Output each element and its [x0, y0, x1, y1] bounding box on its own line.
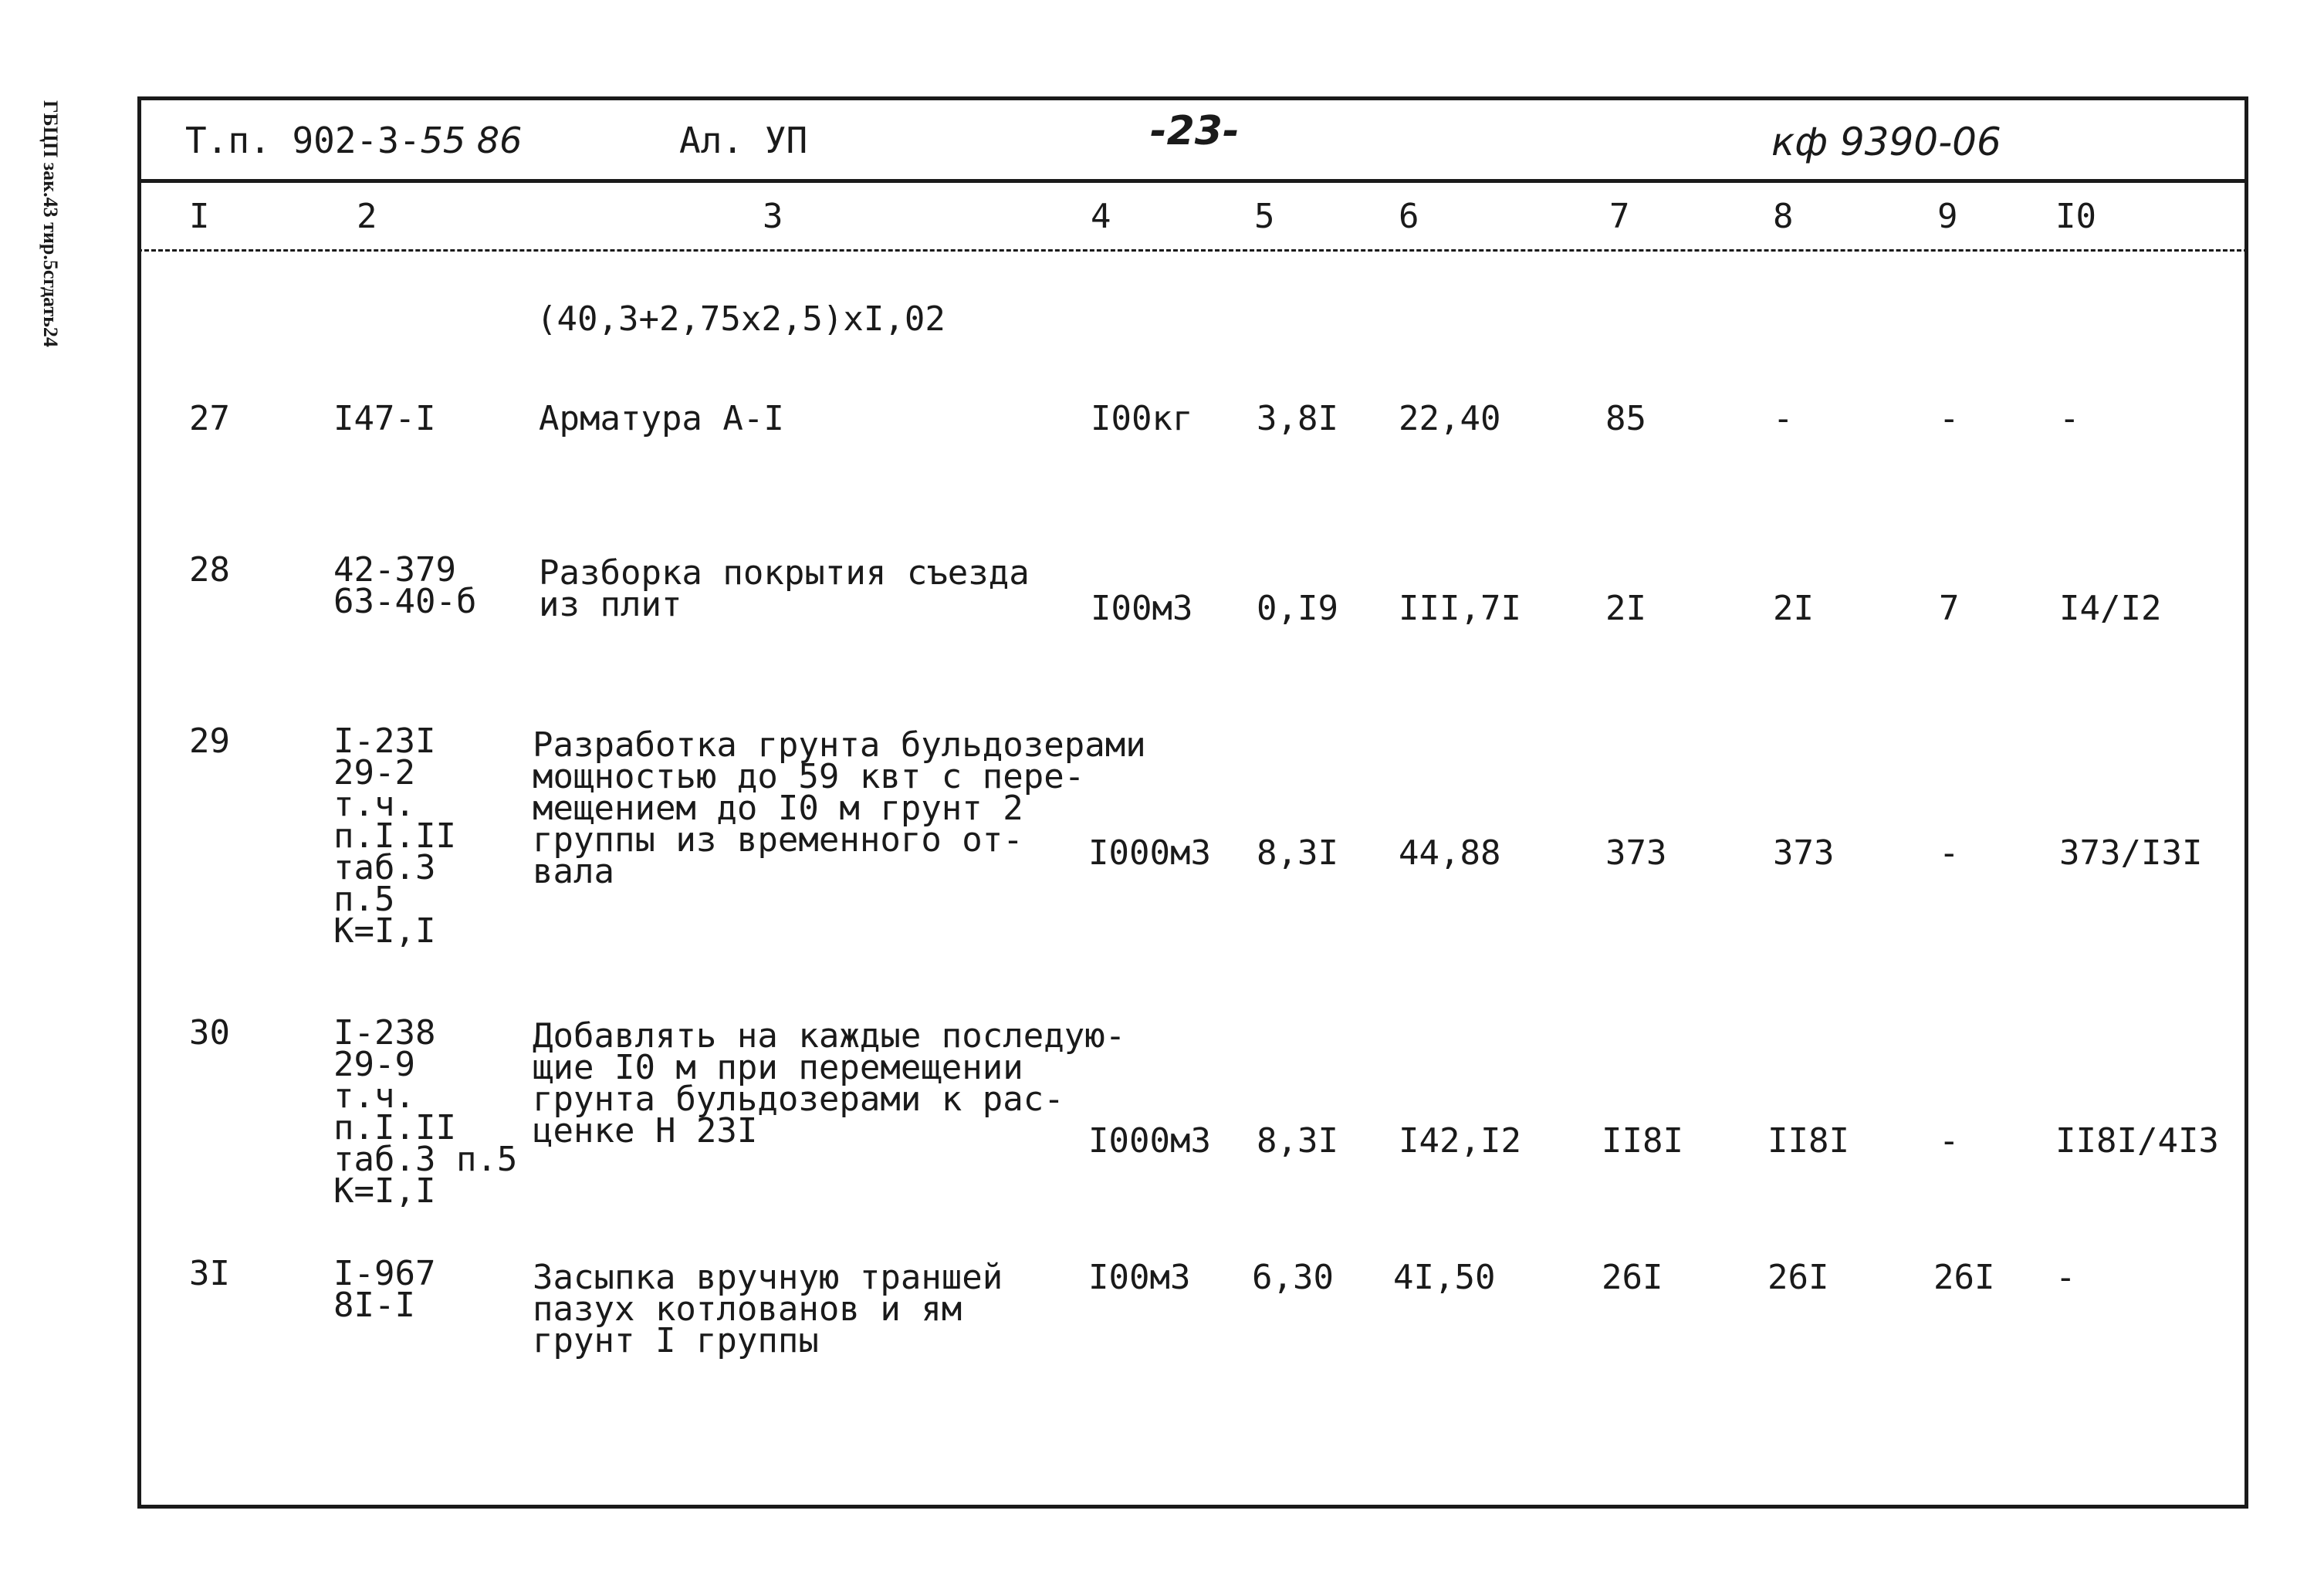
col-header-5: 5 — [1254, 197, 1275, 236]
row-27-col8: - — [1773, 399, 1794, 438]
project-number-printed: Т.п. 902-3- — [185, 120, 421, 161]
row-30-col9: - — [1939, 1121, 1960, 1161]
row-27-col9: - — [1939, 399, 1960, 438]
col-header-2: 2 — [357, 197, 377, 236]
row-27-unit: I00кг — [1091, 399, 1193, 438]
row-29-qty: 8,3I — [1257, 833, 1338, 873]
row-28-unit: I00м3 — [1091, 589, 1193, 628]
row-28-name: Разборка покрытия съезда из плит — [539, 553, 1030, 624]
row-29-price: 44,88 — [1399, 833, 1501, 873]
row-27-name: Арматура А-I — [539, 399, 784, 438]
col-header-3: 3 — [763, 197, 783, 236]
col-header-7: 7 — [1609, 197, 1630, 236]
project-number — [185, 120, 522, 161]
row-29-col10: 373/I3I — [2059, 833, 2203, 873]
row-27-number: 27 — [189, 399, 230, 438]
row-27-price: 22,40 — [1399, 399, 1501, 438]
row-31-number: 3I — [189, 1254, 230, 1293]
row-28-col8: 2I — [1773, 589, 1814, 628]
row-28-qty: 0,I9 — [1257, 589, 1338, 628]
col-header-4: 4 — [1091, 197, 1111, 236]
column-header-divider — [137, 249, 2248, 252]
col-header-6: 6 — [1399, 197, 1419, 236]
row-27-qty: 3,8I — [1257, 399, 1338, 438]
row-31-price: 4I,50 — [1393, 1258, 1496, 1297]
document-code: кф 9390-06 — [1771, 120, 2001, 164]
col-header-10: I0 — [2055, 197, 2096, 236]
row-29-col7: 373 — [1605, 833, 1667, 873]
formula-line: (40,3+2,75х2,5)хI,02 — [536, 299, 945, 339]
row-30-col10: II8I/4I3 — [2055, 1121, 2219, 1161]
row-30-col7: II8I — [1602, 1121, 1683, 1161]
header-divider — [137, 179, 2248, 183]
row-29-number: 29 — [189, 721, 230, 761]
row-31-col7: 26I — [1602, 1258, 1663, 1297]
page-number: -23- — [1150, 108, 1240, 154]
row-28-code: 42-379 63-40-б — [333, 550, 477, 621]
row-28-number: 28 — [189, 550, 230, 590]
row-28-price: III,7I — [1399, 589, 1521, 628]
row-31-qty: 6,30 — [1252, 1258, 1334, 1297]
row-29-code: I-23I 29-2 т.ч. п.I.II таб.3 п.5 К=I,I — [333, 721, 456, 951]
row-30-qty: 8,3I — [1257, 1121, 1338, 1161]
row-31-code: I-967 8I-I — [333, 1254, 436, 1325]
col-header-8: 8 — [1773, 197, 1794, 236]
row-30-price: I42,I2 — [1399, 1121, 1521, 1161]
row-27-code: I47-I — [333, 399, 436, 438]
row-27-col10: - — [2059, 399, 2080, 438]
row-30-col8: II8I — [1768, 1121, 1849, 1161]
row-31-col9: 26I — [1933, 1258, 1995, 1297]
row-30-unit: I000м3 — [1088, 1121, 1211, 1161]
row-29-col9: - — [1939, 833, 1960, 873]
col-header-1: I — [189, 197, 210, 236]
row-29-unit: I000м3 — [1088, 833, 1211, 873]
side-stamp — [31, 100, 93, 502]
row-28-col9: 7 — [1939, 589, 1960, 628]
side-stamp-text: ГБЦП зак.43 тир.5сгдать24 — [39, 100, 62, 347]
row-31-col8: 26I — [1768, 1258, 1829, 1297]
row-30-number: 30 — [189, 1013, 230, 1053]
row-30-name: Добавлять на каждые последую- щие I0 м при перемещении грунта бульдозерами к рас- ценке Н 23I — [533, 1016, 1126, 1151]
row-28-col7: 2I — [1605, 589, 1646, 628]
row-29-name: Разработка грунта бульдозерами мощностью до 59 квт с пере- мещением до I0 м грунт 2 группы из временного от- вала — [533, 725, 1146, 891]
project-number-handwritten: 55 86 — [420, 120, 523, 161]
row-28-col10: I4/I2 — [2059, 589, 2162, 628]
row-31-unit: I00м3 — [1088, 1258, 1191, 1297]
row-31-name: Засыпка вручную траншей пазух котлованов и ям грунт I группы — [533, 1258, 1003, 1360]
album-number: Ал. УП — [679, 120, 808, 161]
row-29-col8: 373 — [1773, 833, 1835, 873]
row-30-code: I-238 29-9 т.ч. п.I.II таб.3 п.5 К=I,I — [333, 1013, 518, 1211]
row-27-col7: 85 — [1605, 399, 1646, 438]
col-header-9: 9 — [1937, 197, 1958, 236]
row-31-col10: - — [2055, 1258, 2076, 1297]
